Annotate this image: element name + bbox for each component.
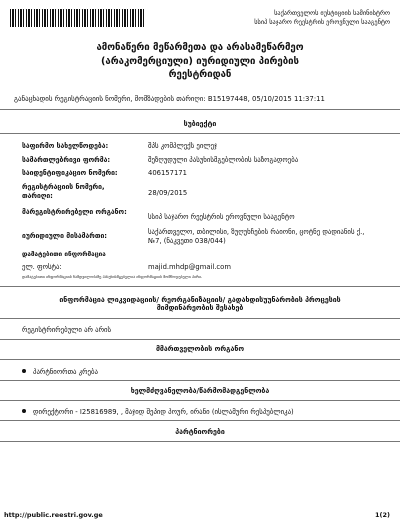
liquidation-heading-line-1: ინფორმაცია ლიკვიდაციის/ რეორგანიზაციის/ გადახდისუუნარობის პროცესის <box>59 296 341 304</box>
email-value[interactable]: majid.mhdp@gmail.com <box>148 263 231 271</box>
divider <box>0 420 400 421</box>
divider <box>0 380 400 381</box>
agency-registry: სსიპ საჯარო რეესტრის ეროვნული სააგენტო <box>254 19 390 26</box>
agency-ministry: საქართველოს იუსტიციის სამინისტრო <box>274 10 390 17</box>
issuing-agency <box>220 9 390 27</box>
title-line-1: ამონაწერი მეწარმეთა და არასამეწარმეო <box>96 42 304 53</box>
page-number: 1(2) <box>375 511 390 519</box>
email-label: ელ. ფოსტა: <box>22 263 62 271</box>
field-label-company-name: საფირმო სახელწოდება: <box>22 142 109 150</box>
field-label-legal-address: იურიდიული მისამართი: <box>22 232 108 240</box>
divider <box>0 109 400 110</box>
field-value-company-name: შპს კომპლექს ეილეჯ <box>148 142 218 150</box>
document-title <box>20 41 380 82</box>
divider <box>0 441 400 442</box>
list-item <box>22 408 294 416</box>
title-line-2: (არაკომერციული) იურიდიული პირების <box>101 55 299 67</box>
field-value-legal-address: საქართველო, თბილისი, ზუღუხჩების რაიონი, ცოტნე დადიანის ქ., №7, (ნაკვეთი 038/044) <box>148 228 365 245</box>
governing-body-item: პარტნიორთა კრება <box>33 368 98 376</box>
additional-info-title: დამატებითი ინფორმაცია <box>22 250 106 258</box>
divider <box>0 359 400 360</box>
divider <box>0 133 400 134</box>
title-line-3: რეესტრიდან <box>168 69 232 80</box>
bullet-icon <box>22 409 26 413</box>
field-label-registration-number-date: რეგისტრაციის ნომერი, თარიღი: <box>22 183 105 200</box>
management-heading: ხელმძღვანელობა/წარმომადგენლობა <box>130 387 270 395</box>
field-label-legal-form: სამართლებრივი ფორმა: <box>22 156 111 164</box>
field-label-registering-authority: მარეგისტრირებელი ორგანო: <box>22 208 127 216</box>
divider <box>0 318 400 319</box>
field-value-registering-authority: სსიპ საჯარო რეესტრის ეროვნული სააგენტო <box>148 213 295 221</box>
footer-url[interactable]: http://public.reestri.gov.ge <box>4 511 103 519</box>
subject-heading: სუბიექტი <box>183 120 217 128</box>
registration-line: განაცხადის რეგისტრაციის ნომერი, მომზადების თარიღი: B15197448, 05/10/2015 11:37:11 <box>14 95 325 103</box>
governing-body-heading: მმართველობის ორგანო <box>155 345 245 353</box>
partners-heading: პარტნიორები <box>175 428 225 436</box>
divider <box>0 400 400 401</box>
liquidation-status: რეგისტრირებული არ არის <box>22 326 112 334</box>
field-label-identification-number: საიდენტიფიკაციო ნომერი: <box>22 169 118 177</box>
barcode <box>10 9 146 27</box>
field-value-legal-form: შეზღუდული პასუხისმგებლობის საზოგადოება <box>148 156 299 164</box>
list-item <box>22 368 98 376</box>
bullet-icon <box>22 369 26 373</box>
liquidation-heading-line-2: მიმდინარეობის შესახებ <box>156 304 244 312</box>
management-item: დირექტორი - I25816989, , მაჯიდ შეპიდ პოურ, ირანი (ისლამური რესპუბლიკა) <box>33 408 294 416</box>
field-value-identification-number: 406157171 <box>148 169 187 177</box>
divider <box>0 339 400 340</box>
divider <box>0 286 400 287</box>
field-value-registration-number-date: 28/09/2015 <box>148 189 188 197</box>
liquidation-heading <box>0 296 400 312</box>
fine-print: დამატებითი ინფორმაციის ნამდვილობაზე პასუხისმგებელია ინფორმაციის მომწოდებელი პირი. <box>22 274 203 279</box>
